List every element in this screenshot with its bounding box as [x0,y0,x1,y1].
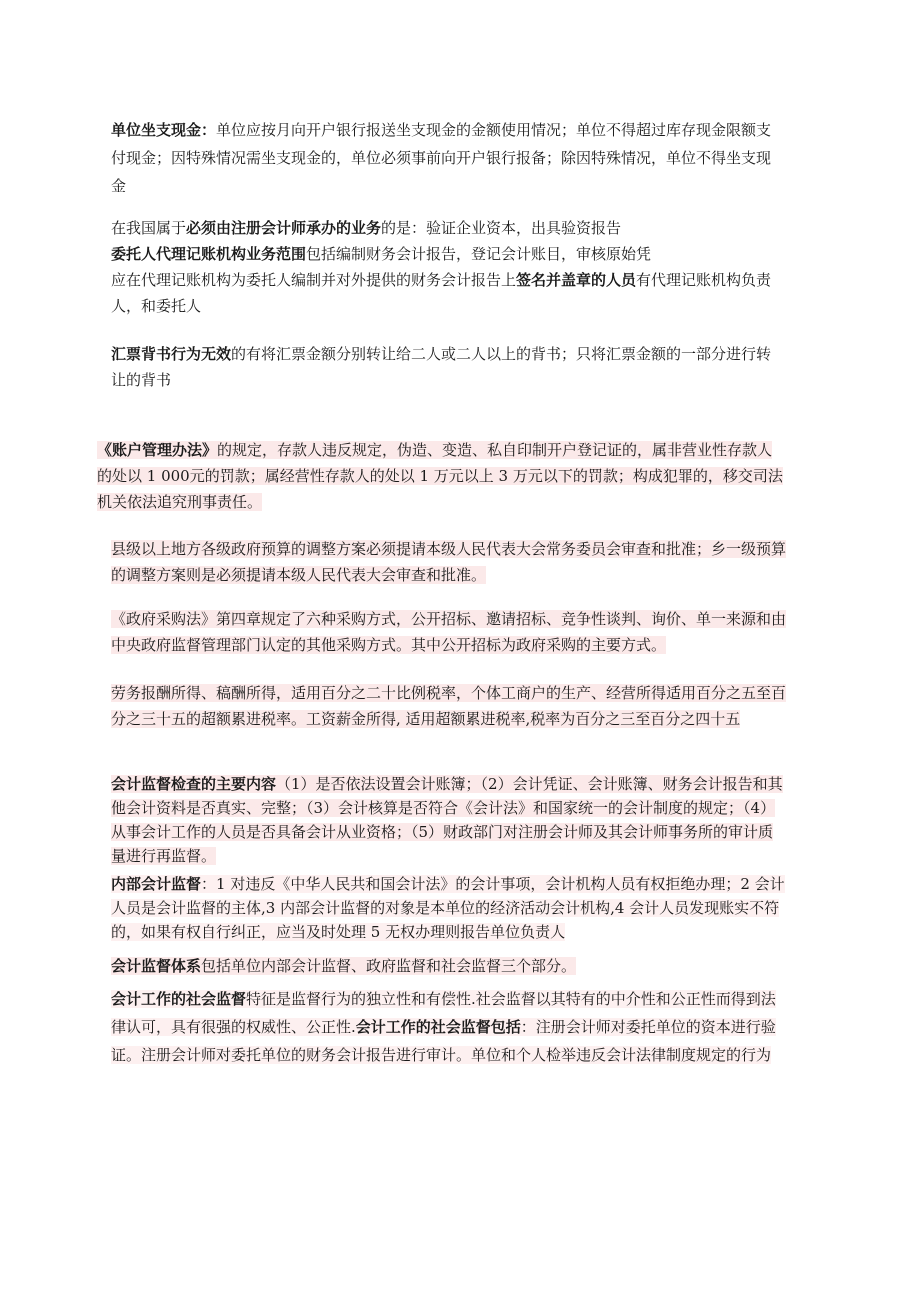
social-supervision-paragraph [111,985,787,1069]
cash-sitting-paragraph [111,116,783,200]
procurement-paragraph [111,606,787,658]
budget-adjustment-text: 县级以上地方各级政府预算的调整方案必须提请本级人民代表大会常务委员会审查和批准；乡一级预算的调整方案则是必须提请本级人民代表大会审查和批准。 [111,540,787,584]
supervision-content-paragraph [111,772,787,868]
account-management-text: 的规定，存款人违反规定，伪造、变造、私自印制开户登记证的，属非营业性存款人的处以 1 000元的罚款；属经营性存款人的处以 1 万元以上 3 万元以下的罚款；构成犯罪的，移交司法机关依法追究刑事责任。 [97,441,783,511]
cpa-business-line: 在我国属于必须由注册会计师承办的业务的是：验证企业资本，出具验资报告 [111,219,622,237]
endorsement-title: 汇票背书行为无效 [111,345,232,363]
supervision-system-paragraph [111,953,787,979]
endorsement-paragraph [111,341,783,393]
account-management-title: 《账户管理办法》 [97,441,218,459]
social-supervision-text: 特征是监督行为的独立性和有偿性.社会监督以其特有的中介性和公正性而得到法律认可，具有很强的权威性、公正性. [111,990,776,1036]
internal-supervision-title: 内部会计监督 [111,875,202,893]
cash-sitting-text: 单位应按月向开户银行报送坐支现金的金额使用情况；单位不得超过库存现金限额支付现金；因特殊情况需坐支现金的，单位必须事前向开户银行报备；除因特殊情况，单位不得坐支现金 [111,121,772,195]
cpa-business-title: 必须由注册会计师承办的业务 [186,219,382,237]
signature-title: 签名并盖章的人员 [516,271,637,289]
social-supervision-title: 会计工作的社会监督 [111,990,247,1008]
social-supervision-scope-title: 会计工作的社会监督包括 [355,1018,521,1036]
tax-rate-text: 劳务报酬所得、稿酬所得，适用百分之二十比例税率，个体工商户的生产、经营所得适用百分之五至百分之三十五的超额累进税率。工资薪金所得, 适用超额累进税率,税率为百分之三至百分之四十五 [111,684,787,728]
account-management-paragraph [97,437,787,515]
social-supervision-scope-text: ：注册会计师对委托单位的资本进行验证。注册会计师对委托单位的财务会计报告进行审计。单位和个人检举违反会计法律制度规定的行为 [111,1018,776,1064]
supervision-content-title: 会计监督检查的主要内容 [111,775,277,793]
agency-scope-title: 委托人代理记账机构业务范围 [111,245,307,263]
internal-supervision-paragraph [111,872,787,944]
budget-adjustment-paragraph [111,536,787,588]
internal-supervision-text: ：1 对违反《中华人民共和国会计法》的会计事项，会计机构人员有权拒绝办理；2 会计人员是会计监督的主体,3 内部会计监督的对象是本单位的经济活动会计机构,4 会计人员发现账实不符的，如果有权自行纠正，应当及时处理 5 无权办理则报告单位负责人 [111,875,785,941]
supervision-content-text: （1）是否依法设置会计账簿；（2）会计凭证、会计账簿、财务会计报告和其他会计资料是否真实、完整；（3）会计核算是否符合《会计法》和国家统一的会计制度的规定；（4）从事会计工作的人员是否具备会计从业资格；（5）财政部门对注册会计师及其会计师事务所的审计质量进行再监督。 [111,775,783,865]
tax-rate-paragraph [111,680,787,732]
agency-scope-line: 委托人代理记账机构业务范围包括编制财务会计报告，登记会计账目，审核原始凭 [111,245,652,263]
supervision-system-title: 会计监督体系 [111,957,202,975]
cpa-business-paragraph [111,215,783,319]
procurement-text: 《政府采购法》第四章规定了六种采购方式，公开招标、邀请招标、竞争性谈判、询价、单一来源和由中央政府监督管理部门认定的其他采购方式。其中公开招标为政府采购的主要方式。 [111,610,787,654]
supervision-system-text: 包括单位内部会计监督、政府监督和社会监督三个部分。 [201,957,577,975]
endorsement-text: 的有将汇票金额分别转让给二人或二人以上的背书；只将汇票金额的一部分进行转让的背书 [111,345,772,389]
signature-line: 应在代理记账机构为委托人编制并对外提供的财务会计报告上签名并盖章的人员有代理记账机构负责人，和委托人 [111,271,772,315]
cash-sitting-title: 单位坐支现金： [111,121,217,139]
